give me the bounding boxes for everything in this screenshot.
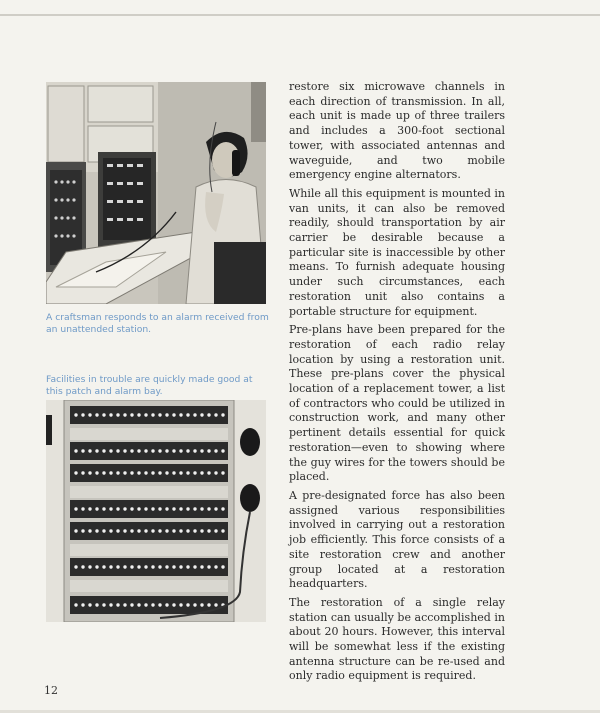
article-body <box>289 80 505 688</box>
paragraph-4: A pre-designated force has also been assigned various responsibilities involved in carrying out a restoration job efficiently. This force consists of a site restoration crew and another group located at a restoration headquarters. <box>289 488 505 591</box>
top-rule <box>0 14 600 16</box>
patch-bay-illustration <box>46 400 266 622</box>
caption-craftsman: A craftsman responds to an alarm received from an unattended station. <box>46 312 269 335</box>
caption-patch-bay: Facilities in trouble are quickly made good at this patch and alarm bay. <box>46 374 253 397</box>
paragraph-3: Pre-plans have been prepared for the restoration of each radio relay location by using a restoration unit. These pre-plans cover the physical location of a replacement tower, a list of contractors who could be utilized in construction work, and many other pertinent details essential for quick restoration—even to showing where the guy wires for the towers should be placed. <box>289 323 505 484</box>
patch-bay-photo <box>46 400 266 622</box>
paragraph-5: The restoration of a single relay station can usually be accomplished in about 20 hours. However, this interval will be somewhat less if the existing antenna structure can be re-used and only radio equipment is required. <box>289 595 505 683</box>
craftsman-illustration <box>46 82 266 304</box>
paragraph-1: restore six microwave channels in each direction of transmission. In all, each unit is made up of three trailers and includes a 300-foot sectional tower, with associated antennas and waveguide, and two mobile emergency engine alternators. <box>289 80 505 182</box>
paragraph-2: While all this equipment is mounted in van units, it can also be removed readily, should transportation by air carrier be desirable because a particular site is inaccessible by other means. To furnish adequate housing under such circumstances, each restoration unit also contains a portable structure for equipment. <box>289 186 505 318</box>
craftsman-photo <box>46 82 266 304</box>
page-number: 12 <box>44 684 58 697</box>
